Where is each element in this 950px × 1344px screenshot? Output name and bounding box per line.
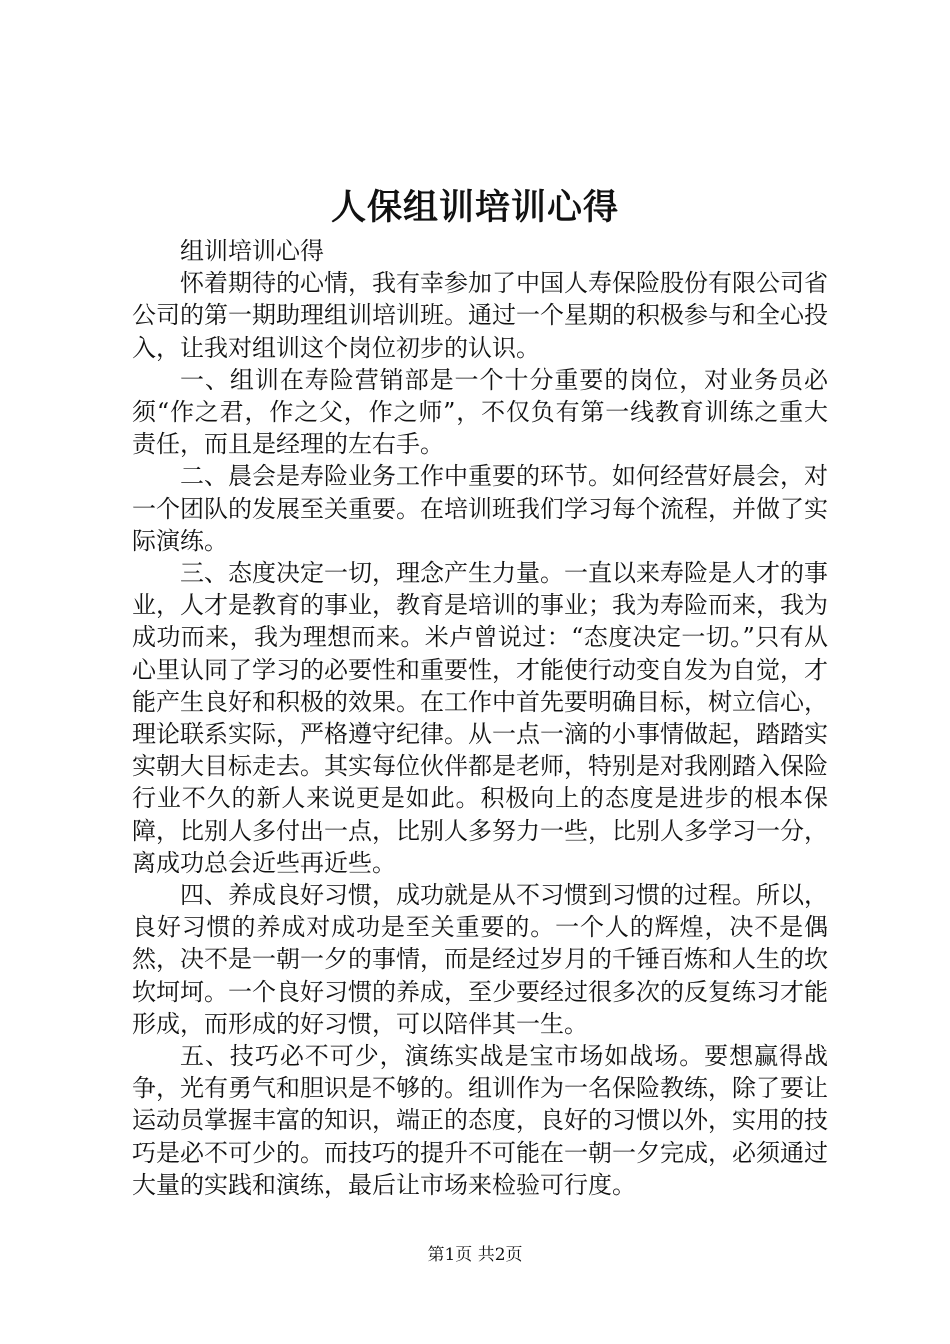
body-paragraph: 怀着期待的心情，我有幸参加了中国人寿保险股份有限公司省公司的第一期助理组训培训班。通过一个星期的积极参与和全心投入，让我对组训这个岗位初步的认识。 [132, 269, 828, 362]
document-body [132, 235, 828, 1201]
body-paragraph: 二、晨会是寿险业务工作中重要的环节。如何经营好晨会，对一个团队的发展至关重要。在培训班我们学习每个流程，并做了实际演练。 [132, 462, 828, 555]
body-paragraph: 一、组训在寿险营销部是一个十分重要的岗位，对业务员必须“作之君，作之父，作之师”，不仅负有第一线教育训练之重大责任，而且是经理的左右手。 [132, 365, 828, 459]
document-title: 人保组训培训心得 [330, 187, 619, 228]
body-paragraph: 四、养成良好习惯，成功就是从不习惯到习惯的过程。所以，良好习惯的养成对成功是至关重要的。一个人的辉煌，决不是偶然，决不是一朝一夕的事情，而是经过岁月的千锤百炼和人生的坎坎坷坷。一个良好习惯的养成，至少要经过很多次的反复练习才能形成，而形成的好习惯，可以陪伴其一生。 [132, 881, 828, 1038]
body-paragraph: 五、技巧必不可少，演练实战是宝市场如战场。要想赢得战争，光有勇气和胆识是不够的。组训作为一名保险教练，除了要让运动员掌握丰富的知识，端正的态度，良好的习惯以外，实用的技巧是必不可少的。而技巧的提升不可能在一朝一夕完成，必须通过大量的实践和演练，最后让市场来检验可行度。 [132, 1042, 828, 1199]
body-paragraph: 三、态度决定一切，理念产生力量。一直以来寿险是人才的事业，人才是教育的事业，教育是培训的事业；我为寿险而来，我为成功而来，我为理想而来。米卢曾说过：“态度决定一切。”只有从心里认同了学习的必要性和重要性，才能使行动变自发为自觉，才能产生良好和积极的效果。在工作中首先要明确目标，树立信心，理论联系实际，严格遵守纪律。从一点一滴的小事情做起，踏踏实实朝大目标走去。其实每位伙伴都是老师，特别是对我刚踏入保险行业不久的新人来说更是如此。积极向上的态度是进步的根本保障，比别人多付出一点，比别人多努力一些，比别人多学习一分，离成功总会近些再近些。 [132, 559, 828, 877]
body-paragraph: 组训培训心得 [180, 237, 324, 265]
page-footer: 第1页 共2页 [427, 1245, 523, 1265]
